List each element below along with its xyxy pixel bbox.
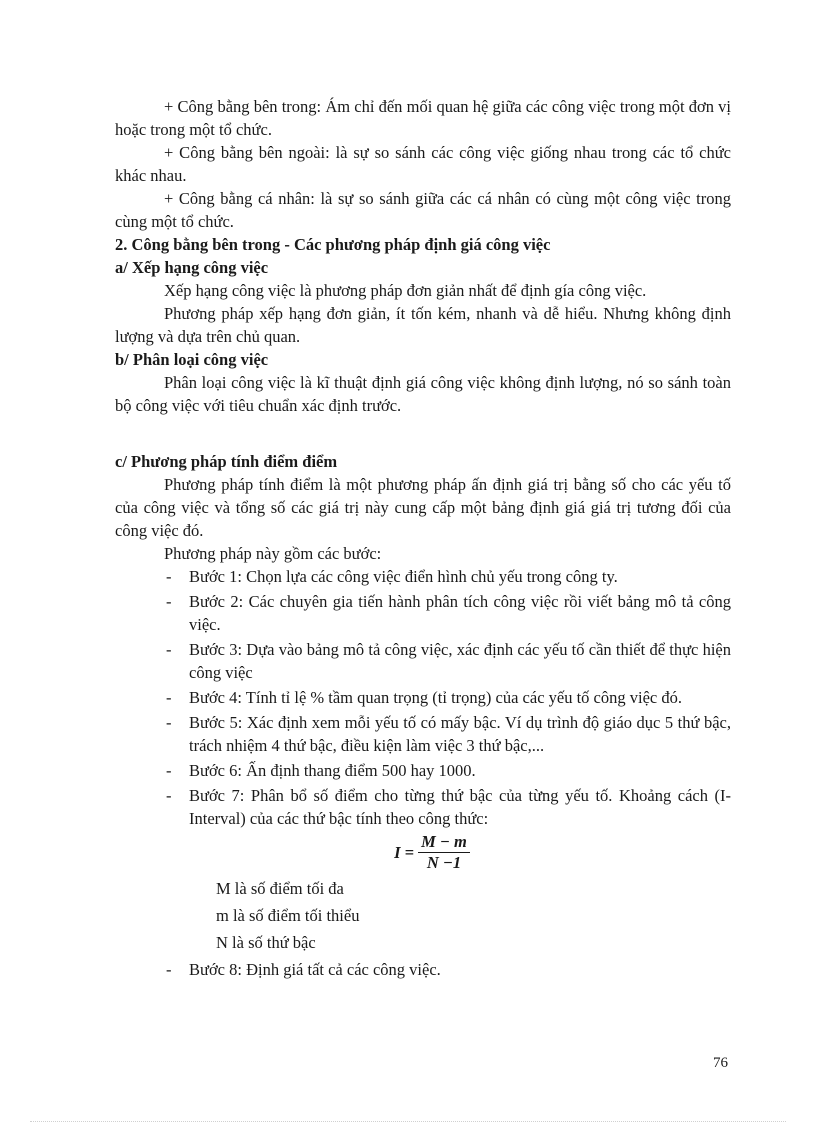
list-dash: -	[166, 592, 172, 611]
list-item	[115, 565, 731, 588]
step-text: Bước 2: Các chuyên gia tiến hành phân tích công việc rồi viết bảng mô tả công việc.	[189, 592, 731, 634]
list-item	[115, 638, 731, 684]
steps-list-continued	[115, 958, 731, 981]
list-dash: -	[166, 713, 172, 732]
list-dash: -	[166, 567, 172, 586]
step-text: Bước 3: Dựa vào bảng mô tả công việc, xác định các yếu tố cần thiết để thực hiện công việc	[189, 640, 731, 682]
list-item	[115, 711, 731, 757]
step-text: Bước 6: Ấn định thang điểm 500 hay 1000.	[189, 761, 476, 780]
interval-formula	[133, 832, 731, 873]
variable-definition: N là số thứ bậc	[216, 933, 316, 952]
list-dash: -	[166, 786, 172, 805]
list-dash: -	[166, 761, 172, 780]
variable-definition: M là số điểm tối đa	[216, 879, 344, 898]
step-text: Bước 8: Định giá tất cả các công việc.	[189, 960, 441, 979]
formula-denominator: N −1	[426, 853, 462, 872]
step-text: Bước 7: Phân bổ số điểm cho từng thứ bậc của từng yếu tố. Khoảng cách (I- Interval) của các thứ bậc tính theo công thức:	[189, 786, 731, 828]
intro-paragraph-3: + Công bằng cá nhân: là sự so sánh giữa các cá nhân có cùng một công việc trong cùng một tổ chức.	[115, 189, 731, 231]
footer-divider	[30, 1121, 786, 1122]
list-dash: -	[166, 960, 172, 979]
subsection-a-paragraph-2: Phương pháp xếp hạng đơn giản, ít tốn kém, nhanh và dễ hiểu. Nhưng không định lượng và dựa trên chủ quan.	[115, 304, 731, 346]
page-number: 76	[713, 1055, 728, 1071]
list-item	[115, 958, 731, 981]
subsection-a-paragraph-1: Xếp hạng công việc là phương pháp đơn giản nhất để định gía công việc.	[164, 281, 647, 300]
intro-paragraph-1: + Công bằng bên trong: Ám chỉ đến mối quan hệ giữa các công việc trong một đơn vị hoặc trong một tổ chức.	[115, 97, 731, 139]
step-text: Bước 5: Xác định xem mỗi yếu tố có mấy bậc. Ví dụ trình độ giáo dục 5 thứ bậc, trách nhiệm 4 thứ bậc, điều kiện làm việc 3 thứ bậc,...	[189, 713, 731, 755]
list-item	[115, 759, 731, 782]
subsection-b-heading: b/ Phân loại công việc	[115, 350, 269, 369]
list-dash: -	[166, 688, 172, 707]
formula-fraction	[418, 832, 470, 873]
formula-lhs: I =	[394, 843, 415, 862]
subsection-a-heading: a/ Xếp hạng công việc	[115, 258, 269, 277]
section-2-heading: 2. Công bằng bên trong - Các phương pháp định giá công việc	[115, 235, 551, 254]
document-page	[115, 95, 731, 983]
step-text: Bước 4: Tính tỉ lệ % tầm quan trọng (tỉ trọng) của các yếu tố công việc đó.	[189, 688, 682, 707]
subsection-c-paragraph-2: Phương pháp này gồm các bước:	[164, 544, 382, 563]
list-dash: -	[166, 640, 172, 659]
list-item	[115, 784, 731, 830]
variable-definition: m là số điểm tối thiểu	[216, 906, 360, 925]
step-text: Bước 1: Chọn lựa các công việc điển hình chủ yếu trong công ty.	[189, 567, 618, 586]
list-item	[115, 686, 731, 709]
formula-numerator: M − m	[418, 832, 470, 853]
subsection-c-paragraph-1: Phương pháp tính điểm là một phương pháp ấn định giá trị bằng số cho các yếu tố của công việc và tổng số các giá trị này cung cấp một bảng định giá giá trị tương đối của công việc đó.	[115, 475, 731, 540]
intro-paragraph-2: + Công bằng bên ngoài: là sự so sánh các công việc giống nhau trong các tổ chức khác nhau.	[115, 143, 731, 185]
subsection-b-paragraph: Phân loại công việc là kĩ thuật định giá công việc không định lượng, nó so sánh toàn bộ công việc với tiêu chuẩn xác định trước.	[115, 373, 731, 415]
subsection-c-heading: c/ Phương pháp tính điểm điểm	[115, 452, 338, 471]
list-item	[115, 590, 731, 636]
section-spacer	[115, 417, 731, 450]
formula-variables	[115, 877, 731, 954]
steps-list	[115, 565, 731, 830]
